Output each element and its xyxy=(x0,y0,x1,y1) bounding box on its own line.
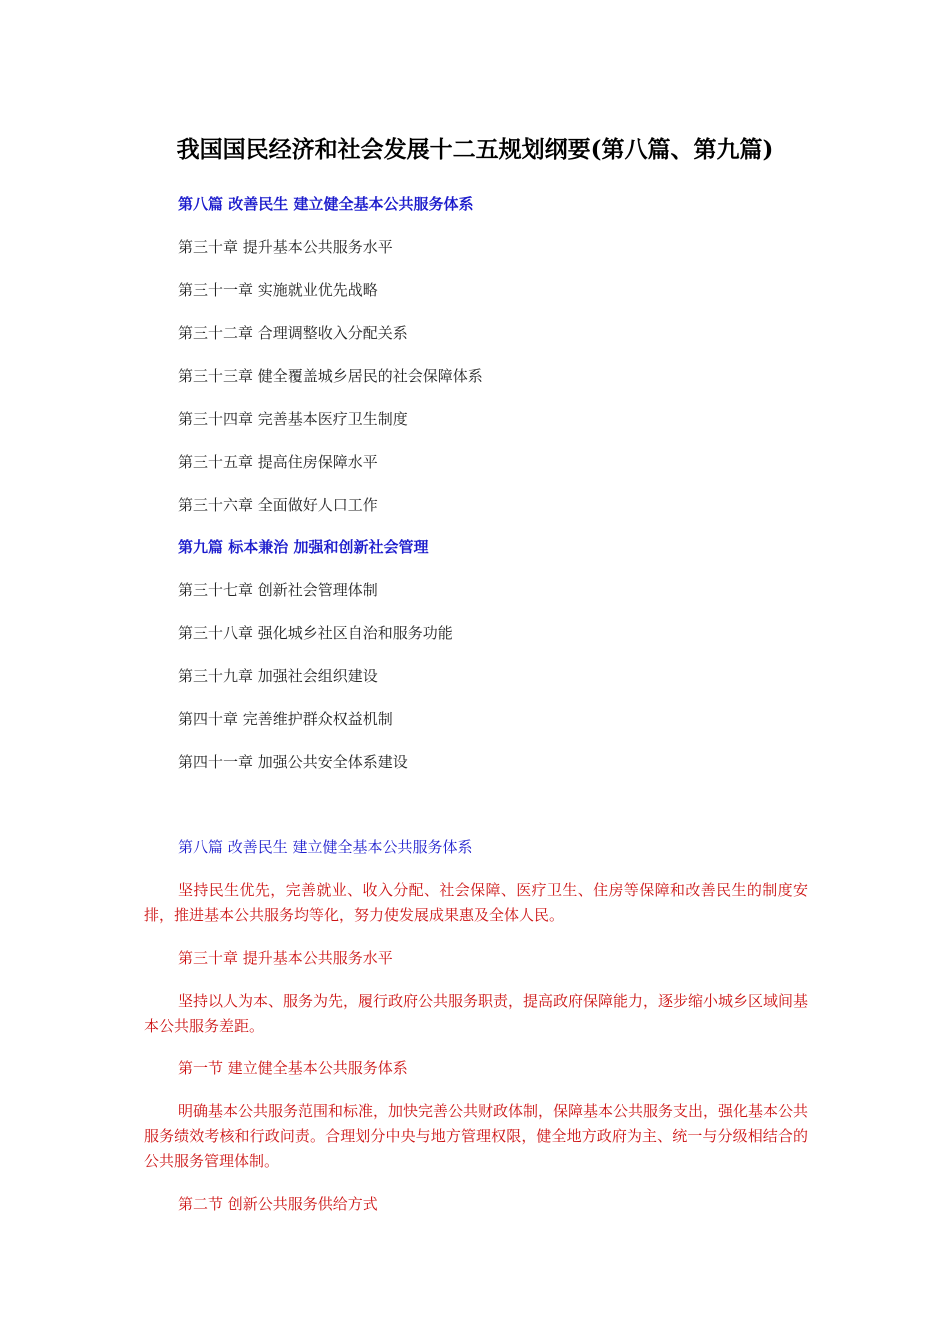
toc-chapter-item: 第三十六章 全面做好人口工作 xyxy=(178,496,378,514)
toc-chapter-item: 第四十一章 加强公共安全体系建设 xyxy=(178,753,408,771)
section1-heading: 第一节 建立健全基本公共服务体系 xyxy=(178,1059,408,1077)
document-title: 我国国民经济和社会发展十二五规划纲要(第八篇、第九篇) xyxy=(176,136,774,163)
toc-chapter-item: 第三十四章 完善基本医疗卫生制度 xyxy=(178,410,408,428)
chapter30-heading: 第三十章 提升基本公共服务水平 xyxy=(178,949,393,967)
toc-chapter-item: 第三十章 提升基本公共服务水平 xyxy=(178,238,393,256)
toc-chapter-item: 第三十一章 实施就业优先战略 xyxy=(178,281,378,299)
chapter30-intro-paragraph: 坚持以人为本、服务为先，履行政府公共服务职责，提高政府保障能力，逐步缩小城乡区域间基本公共服务差距。 xyxy=(144,992,809,1035)
toc-chapter-item: 第三十七章 创新社会管理体制 xyxy=(178,581,378,599)
section1-paragraph: 明确基本公共服务范围和标准，加快完善公共财政体制，保障基本公共服务支出，强化基本公共服务绩效考核和行政问责。合理划分中央与地方管理权限，健全地方政府为主、统一与分级相结合的公共服务管理体制。 xyxy=(144,1102,809,1170)
part8-intro-paragraph: 坚持民生优先，完善就业、收入分配、社会保障、医疗卫生、住房等保障和改善民生的制度安排，推进基本公共服务均等化，努力使发展成果惠及全体人民。 xyxy=(144,881,808,924)
toc-chapter-item: 第四十章 完善维护群众权益机制 xyxy=(178,710,393,728)
toc-chapter-item: 第三十八章 强化城乡社区自治和服务功能 xyxy=(178,624,453,642)
toc-chapter-item: 第三十三章 健全覆盖城乡居民的社会保障体系 xyxy=(178,367,483,385)
section2-heading: 第二节 创新公共服务供给方式 xyxy=(178,1195,378,1213)
toc-chapter-item: 第三十五章 提高住房保障水平 xyxy=(178,453,378,471)
toc-part9-heading: 第九篇 标本兼治 加强和创新社会管理 xyxy=(178,538,429,556)
toc-chapter-item: 第三十二章 合理调整收入分配关系 xyxy=(178,324,408,342)
part8-heading: 第八篇 改善民生 建立健全基本公共服务体系 xyxy=(178,838,473,856)
toc-part8-heading: 第八篇 改善民生 建立健全基本公共服务体系 xyxy=(178,195,474,213)
toc-chapter-item: 第三十九章 加强社会组织建设 xyxy=(178,667,378,685)
